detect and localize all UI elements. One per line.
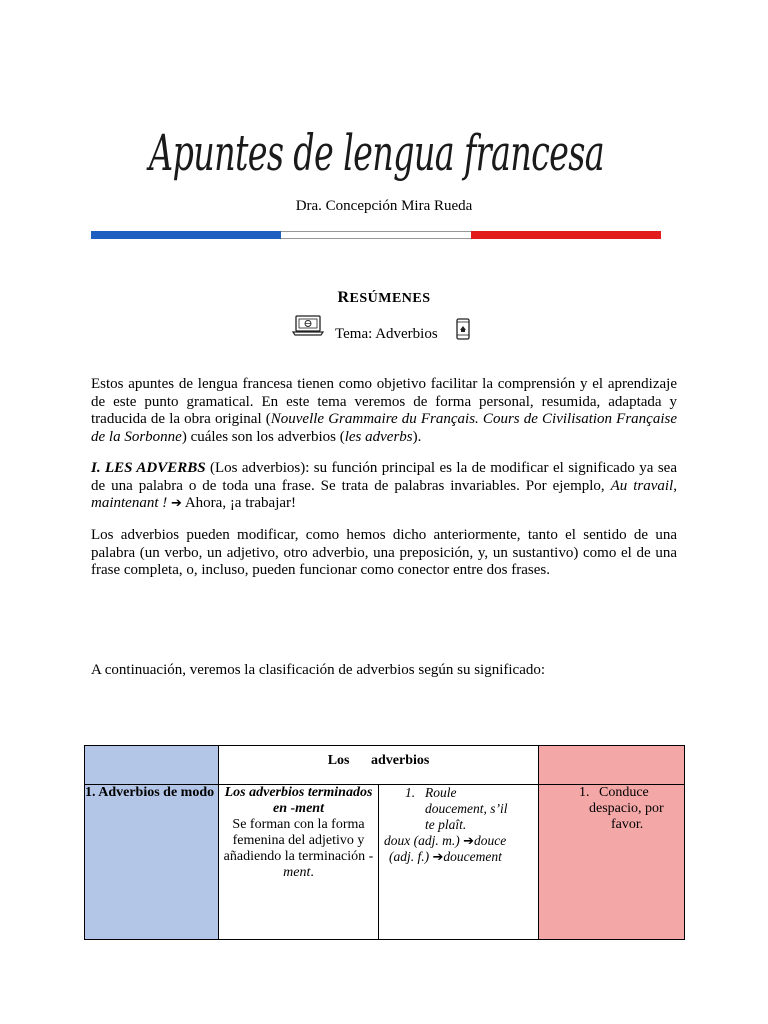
intro-text-a: Estos apuntes de lengua francesa tienen como objetivo facilitar la comprensión y el aprendizaje de este punto gramatical. En este tema veremos de forma personal, resumida, adaptada y traducida de la obra original (: [91, 376, 677, 427]
translation-text-1: Conduce: [599, 785, 649, 800]
example-number: 1.: [405, 785, 416, 800]
definition-heading: I. LES ADVERBS: [91, 460, 206, 476]
translation-number: 1.: [579, 785, 590, 800]
classification-intro: A continuación, veremos la clasificación de adverbios según su significado:: [91, 662, 546, 678]
tema-row: [290, 315, 490, 343]
translation-cell: [539, 785, 685, 940]
category-cell: 1. Adverbios de modo: [85, 785, 219, 940]
example-line1: [379, 785, 538, 801]
rule-suffix: ment: [283, 865, 311, 880]
rule-text-end: .: [310, 865, 314, 880]
rule-cell: [219, 785, 379, 940]
example-adj-fem: douce: [474, 833, 507, 848]
example-translation: Ahora, ¡a trabajar!: [181, 495, 297, 511]
function-paragraph: Los adverbios pueden modificar, como hemos dicho anteriormente, tanto el sentido de una palabra (un verbo, un adjetivo, otro adverbio, una preposición, y, un sustantivo) como el de una frase completa, o, incluso, pueden funcionar como conector entre dos frases.: [91, 527, 677, 578]
definition-text: (Los adverbios): su función principal es la de modificar el significado ya sea de una palabra o de toda una frase. Se trata de palabras invariables. Por ejemplo,: [91, 460, 677, 494]
definition-paragraph: [91, 460, 677, 513]
arrow-icon: ➔: [463, 834, 475, 849]
author-name: Dra. Concepción Mira Rueda: [295, 198, 473, 214]
rule-title: Los adverbios terminados en -ment: [224, 785, 373, 816]
example-line2: doucement, s’il: [425, 801, 508, 816]
table-row: [85, 785, 685, 940]
section-title-initial: R: [337, 289, 350, 306]
example-line5: [379, 849, 538, 865]
book-title: Nouvelle Grammaire du Français. Cours de Civilisation Française de la Sorbonne: [91, 411, 677, 445]
arrow-icon: ➔: [171, 496, 182, 511]
adverbs-table: [84, 745, 685, 940]
laptop-icon: [292, 315, 324, 337]
example-cell: [379, 785, 539, 940]
tema-label: Tema: Adverbios: [335, 326, 438, 342]
flag-red-stripe: [471, 231, 661, 239]
intro-text-b: ) cuáles son los adverbios (: [181, 428, 345, 445]
example-french: Au travail, maintenant !: [91, 477, 677, 511]
script-title-svg: [145, 112, 615, 202]
intro-term: les adverbs: [344, 428, 413, 445]
translation-line2: despacio, por: [589, 801, 664, 816]
flag-white-stripe: [281, 231, 471, 239]
rule-text: [219, 817, 378, 881]
translation-line1: [539, 785, 684, 801]
section-title-rest: ESÚMENES: [349, 291, 431, 306]
translation-line3: favor.: [611, 817, 644, 832]
rule-text-a: Se forman con la forma femenina del adjetivo y añadiendo la terminación -: [223, 817, 374, 864]
example-text-1: Roule: [425, 785, 457, 800]
table-header: Los adverbios: [219, 746, 539, 785]
example-line4: [379, 833, 538, 849]
intro-paragraph: [91, 376, 677, 446]
table-header-row: [85, 746, 685, 785]
header-cell-blue: [85, 746, 219, 785]
french-flag-bar: [91, 231, 661, 239]
script-title-text: Apuntes de lengua francesa: [146, 124, 604, 182]
document-title: [145, 112, 615, 202]
example-adj-masc: doux (adj. m.): [384, 833, 460, 848]
header-cell-pink: [539, 746, 685, 785]
flag-blue-stripe: [91, 231, 281, 239]
example-adverb: doucement: [443, 849, 502, 864]
intro-text-c: ).: [412, 428, 422, 445]
arrow-icon: ➔: [432, 850, 444, 865]
example-adj-fem-label: (adj. f.): [389, 849, 430, 864]
example-line3: te plaît.: [425, 817, 467, 832]
section-title: [0, 289, 768, 307]
phone-icon: [456, 318, 470, 340]
